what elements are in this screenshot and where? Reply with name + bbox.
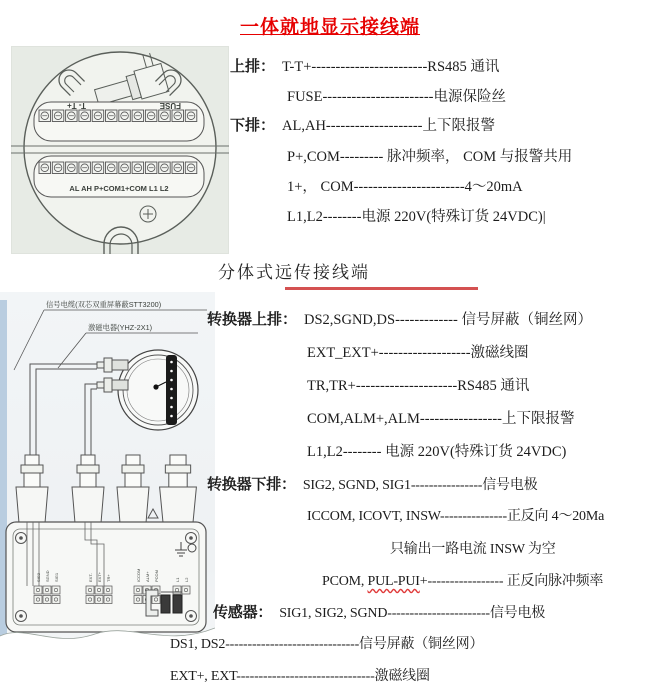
- cables: [30, 364, 97, 455]
- section-subtitle: 分体式远传接线端: [218, 263, 370, 282]
- converter-terminal-label: SIG1: [54, 572, 59, 582]
- sensor-connector-1: [97, 358, 128, 372]
- wiring-line: [307, 440, 566, 461]
- spellcheck-underlined-text: PUL-PUI: [367, 574, 420, 589]
- converter-drawing: [0, 292, 215, 684]
- wiring-line-pcom: [322, 570, 603, 590]
- wiring-line: [287, 85, 506, 106]
- converter-terminal-label: L2: [184, 577, 189, 582]
- row-text: DS1, DS2------------------------------信号屏蔽（铜丝网）: [170, 637, 484, 652]
- row-label: 转换器下排：: [207, 477, 296, 493]
- svg-text:激磁电器(YHZ-2X1): 激磁电器(YHZ-2X1): [88, 323, 153, 332]
- row-text: L1,L2-------- 电源 220V(特殊订货 24VDC): [307, 444, 567, 460]
- row-text: +----------------- 正反向脉冲频率: [419, 574, 604, 589]
- converter-terminal-label: L1: [175, 577, 180, 582]
- row-text: DS2,SGND,DS------------- 信号屏蔽（铜丝网）: [304, 312, 592, 328]
- wiring-line: [170, 665, 430, 684]
- wiring-line: [287, 205, 546, 226]
- svg-text:信号电缆(双芯双重屏幕蔽STT3200): 信号电缆(双芯双重屏幕蔽STT3200): [46, 300, 162, 309]
- wiring-line: [207, 308, 592, 329]
- small-triangle-mark: [148, 509, 158, 518]
- wiring-line: [230, 55, 499, 76]
- strip-label-tt: T- T+: [67, 101, 86, 110]
- sensor-junction: [97, 350, 198, 430]
- cable-glands: [16, 455, 196, 523]
- converter-terminal-label: TR+: [106, 574, 111, 582]
- strip-label-fuse: FUSE: [159, 101, 181, 110]
- wiring-line: [307, 407, 575, 428]
- wiring-line: [307, 374, 529, 395]
- wiring-line: [287, 145, 572, 166]
- row-text: T-T+------------------------RS485 通讯: [282, 59, 500, 75]
- wiring-line: [213, 601, 545, 622]
- converter-terminal-label: ALM+: [145, 571, 150, 582]
- cable-gland: [72, 455, 104, 523]
- row-label: 传感器：: [213, 605, 273, 621]
- cable-gland: [16, 455, 48, 523]
- converter-terminal-label: EXT-: [88, 573, 93, 582]
- scan-edge-strip: [0, 300, 7, 684]
- page-title: 一体就地显示接线端: [240, 17, 421, 38]
- split-remote-diagram: [0, 292, 215, 684]
- row-label: 下排：: [230, 118, 276, 134]
- terminal-housing-drawing: [11, 46, 229, 254]
- row-text: EXT_EXT+-------------------激磁线圈: [307, 345, 529, 361]
- row-text: AL,AH--------------------上下限报警: [282, 118, 495, 134]
- row-text: 只输出一路电流 INSW 为空: [390, 542, 556, 557]
- wiring-line: [307, 341, 529, 362]
- row-text: P+,COM--------- 脉冲频率， COM 与报警共用: [287, 149, 573, 165]
- strip-label-bottom: AL AH P+COM1+COM L1 L2: [69, 184, 169, 193]
- terminal-strip-bottom: [34, 156, 204, 197]
- row-text: FUSE-----------------------电源保险丝: [287, 89, 507, 105]
- converter-terminal-label: EXT+: [97, 571, 102, 582]
- row-text: L1,L2--------电源 220V(特殊订货 24VDC)|: [287, 209, 546, 225]
- cable-gland: [160, 455, 197, 523]
- wiring-line: [207, 473, 537, 494]
- row-text: PCOM,: [322, 574, 368, 589]
- row-text: SIG2, SGND, SIG1----------------信号电极: [302, 478, 538, 493]
- wiring-line: [287, 175, 523, 196]
- row-label: 上排：: [230, 59, 276, 75]
- terminal-strip-top: [34, 101, 204, 141]
- converter-terminal-label: SGND: [45, 570, 50, 582]
- integrated-terminal-diagram: [11, 46, 229, 254]
- row-text: 1+， COM-----------------------4～20mA: [287, 179, 523, 195]
- converter-terminal-label: SIG2: [36, 572, 41, 582]
- converter-terminal-label: PCOM: [154, 570, 159, 582]
- housing-circle: [24, 52, 216, 244]
- row-text: COM,ALM+,ALM-----------------上下限报警: [307, 411, 575, 427]
- row-text: SIG1, SIG2, SGND-----------------------信号电极: [279, 606, 546, 621]
- row-text: TR,TR+---------------------RS485 通讯: [307, 378, 530, 394]
- wiring-line: [307, 505, 604, 525]
- row-label: 转换器上排：: [207, 312, 298, 328]
- row-text: EXT+, EXT-------------------------------激磁线圈: [170, 669, 430, 684]
- converter-terminal-label: ICCOM: [136, 568, 141, 582]
- note-line: [390, 538, 556, 558]
- red-divider-line: [285, 287, 478, 290]
- row-text: ICCOM, ICOVT, INSW---------------正反向 4～20Ma: [307, 509, 605, 524]
- cable-gland: [117, 455, 149, 523]
- converter-box: [6, 522, 206, 632]
- wiring-line: [170, 633, 483, 653]
- wiring-line: [230, 114, 495, 135]
- sensor-connector-2: [97, 378, 128, 392]
